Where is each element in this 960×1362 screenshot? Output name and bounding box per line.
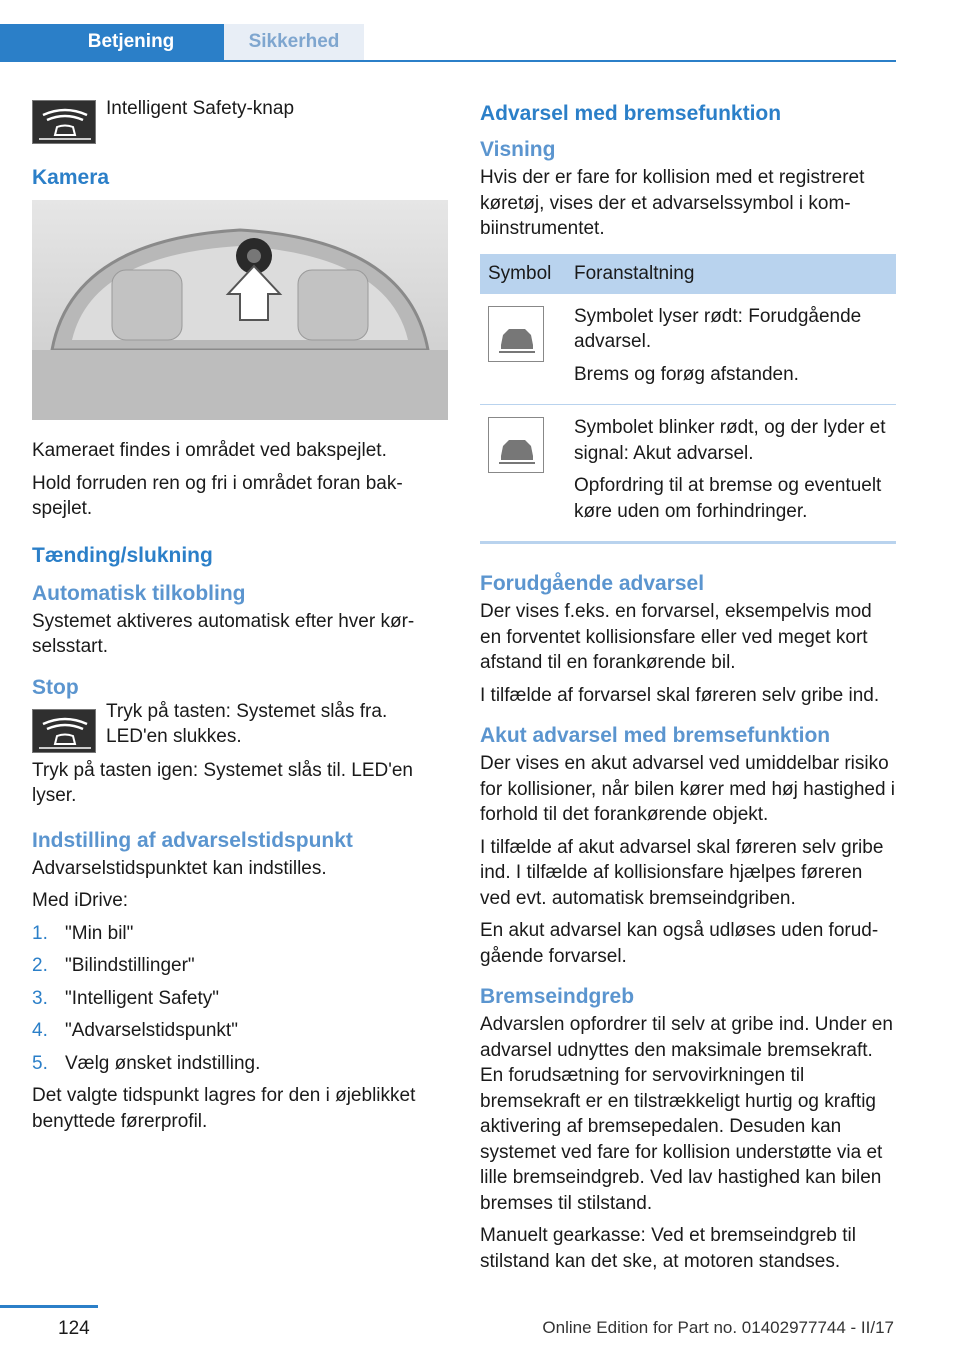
akut-text-2: I tilfælde af akut advarsel skal føreren selv gribe ind. I tilfælde af kollisionsfare hjælpes føreren ved evt. automatisk bremseindgriben. [480,836,884,909]
stop-text: Tryk på tasten igen: Systemet slås til. LED'en lyser. [32,759,413,806]
stop-instruction: Tryk på tasten: Systemet slås fra. LED'en slukkes. [106,700,388,747]
table-header-symbol: Symbol [480,254,566,294]
table-cell-text: Brems og forøg afstanden. [574,363,799,385]
heading-stop: Stop [32,675,79,699]
brems-text-2: Manuelt gearkasse: Ved et bremseindgreb til stilstand kan det ske, at motoren standses. [480,1225,856,1272]
list-item: 2. "Bilindstillinger" [32,955,195,976]
table-cell-text: Opfordring til at bremse og eventuelt køre uden om forhindringer. [574,475,882,522]
table-cell-text: Symbolet blinker rødt, og der lyder et signal: Akut advarsel. [574,417,886,464]
heading-indstilling: Indstilling af advarselstidspunkt [32,828,353,852]
kamera-text-2: Hold forruden ren og fri i området foran bakspejlet. [32,472,403,519]
heading-forudgaaende: Forudgående advarsel [480,572,705,595]
tab-sikkerhed[interactable]: Sikkerhed [224,24,364,60]
list-item: 4. "Advarselstidspunkt" [32,1020,238,1041]
visning-text: Hvis der er fare for kollision med et registreret køretøj, vises der et advarselssymbol i kombiinstrumentet. [480,167,865,239]
heading-visning: Visning [480,138,556,161]
indstilling-text-2: Med iDrive: [32,890,129,911]
table-row [480,294,896,405]
heading-akut: Akut advarsel med bremsefunktion [480,724,831,747]
list-item: 3. "Intelligent Safety" [32,987,219,1009]
forud-text-2: I tilfælde af forvarsel skal føreren selv gribe ind. [480,684,880,706]
table-cell-text: Symbolet lyser rødt: Forudgående advarsel. [574,305,862,352]
right-column [480,96,896,1281]
edition-text: Online Edition for Part no. 01402977744 - II/17 [542,1318,894,1337]
camera-location-photo [32,200,448,420]
forud-text-1: Der vises f.eks. en forvarsel, eksempelvis mod en forventet kollisionsfare eller ved meget kort afstand til en forankørende bil. [480,601,872,673]
heading-automatisk-tilkobling: Automatisk tilkobling [32,581,246,605]
footer-divider [0,1305,98,1308]
heading-advarsel: Advarsel med bremsefunktion [480,102,782,125]
idrive-steps [32,921,448,1077]
akut-text-1: Der vises en akut advarsel ved umiddelbar risiko for kollisioner, når bilen kører med høj hastighed i forhold til det forankørende objekt. [480,753,896,825]
list-item: 5. Vælg ønsket indstilling. [32,1052,261,1074]
safety-button-row [32,96,448,152]
heading-taending: Tænding/slukning [32,543,213,567]
list-item: 1. "Min bil" [32,922,134,944]
safety-button-caption: Intelligent Safety-knap [106,98,295,119]
kamera-text-1: Kameraet findes i området ved bakspejlet. [32,440,387,461]
stop-button-row [32,675,448,750]
indstilling-text-1: Advarselstidspunktet kan indstilles. [32,857,327,879]
brems-text-1: Advarslen opfordrer til selv at gribe ind. Under en advarsel udnyttes den maksimale bremsekraft. En forudsætning for servovirkningen til bremsekraft er en tilstrækkeligt hurtig og kraftig aktivering af bremsepedalen. Desuden kan systemet ved fare for kollision understøtte via et lille bremseindgreb. Ved lav hastighed kan bilen bremses til stilstand. [480,1014,893,1214]
auto-text: Systemet aktiveres automatisk efter hver kørselsstart. [32,610,415,657]
table-header-foranstaltning: Foranstaltning [566,254,896,294]
page-number: 124 [58,1318,90,1339]
intelligent-safety-button-icon [32,709,96,753]
section-tabs [0,24,896,62]
intelligent-safety-button-icon [32,100,96,144]
car-warning-icon [488,306,544,362]
left-column [32,96,448,1141]
car-warning-icon [488,417,544,473]
akut-text-3: En akut advarsel kan også udløses uden forudgående forvarsel. [480,920,879,967]
table-row [480,405,896,543]
tab-betjening[interactable]: Betjening [0,24,224,60]
final-text: Det valgte tidspunkt lagres for den i øjeblikket benyttede førerprofil. [32,1085,416,1132]
heading-kamera: Kamera [32,166,110,189]
heading-bremseindgreb: Bremseindgreb [480,985,635,1008]
symbol-table [480,254,896,545]
